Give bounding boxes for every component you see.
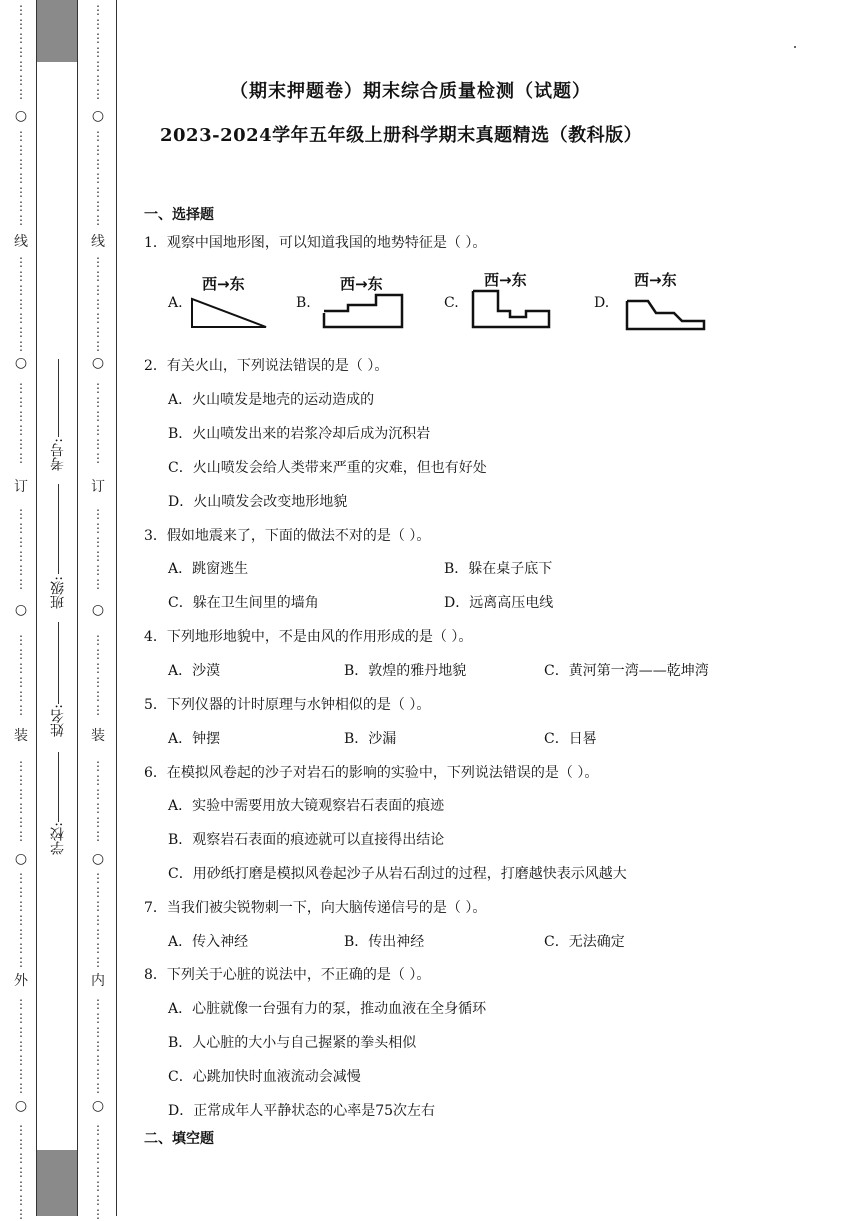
q4-option-c: C．黄河第一湾——乾坤湾 [544,663,709,679]
inner-dot-mark: ⋮ [92,199,104,213]
outer-dot-mark: ⋮ [15,269,27,283]
outer-seal-line [14,0,28,1221]
q1-option-c-label: C. [444,295,459,311]
inner-dot-mark: ⋮ [92,1039,104,1053]
speck [794,46,796,48]
inner-dot-mark: ⋮ [92,129,104,143]
inner-dot-mark: ⋮ [92,451,104,465]
outer-dot-mark: ⋮ [15,325,27,339]
inner-dot-mark: ⋮ [92,661,104,675]
inner-dot-mark: ⋮ [92,1165,104,1179]
outer-dot-mark: ⋮ [15,1137,27,1151]
outer-dot-mark: ⋮ [15,1207,27,1221]
q1-terrain-c-icon [470,287,552,331]
q5-option-a: A．钟摆 [168,731,221,747]
outer-seal-char: 线 [14,234,28,250]
inner-dot-mark: ⋮ [92,381,104,395]
outer-dot-mark: ⋮ [15,941,27,955]
inner-dot-mark: ⋮ [92,955,104,969]
inner-dot-mark: ⋮ [92,997,104,1011]
outer-dot-mark: ⋮ [15,171,27,185]
school-label: 学校: [50,822,66,855]
inner-dot-mark: ⋮ [92,815,104,829]
inner-dot-mark: ⋮ [92,801,104,815]
inner-dot-mark: ⋮ [92,1151,104,1165]
inner-dot-mark: ⋮ [92,1193,104,1207]
outer-dot-mark: ⋮ [15,549,27,563]
inner-dot-mark: ⋮ [92,185,104,199]
inner-dot-mark: ⋮ [92,213,104,227]
inner-dot-mark: ⋮ [92,325,104,339]
inner-dot-mark: ⋮ [92,45,104,59]
outer-dot-mark: ⋮ [15,773,27,787]
inner-dot-mark: ⋮ [92,1081,104,1095]
inner-dot-mark: ⋮ [92,73,104,87]
outer-dot-mark: ⋮ [15,1123,27,1137]
inner-circle-mark: ○ [91,108,105,124]
inner-seal-char: 订 [91,479,105,495]
margin-border-line [116,0,117,1216]
outer-dot-mark: ⋮ [15,1053,27,1067]
inner-seal-char: 装 [91,728,105,744]
inner-circle-mark: ○ [91,1098,105,1114]
outer-dot-mark: ⋮ [15,31,27,45]
outer-dot-mark: ⋮ [15,563,27,577]
inner-dot-mark: ⋮ [92,59,104,73]
outer-dot-mark: ⋮ [15,87,27,101]
inner-dot-mark: ⋮ [92,647,104,661]
q6-option-b: B．观察岩石表面的痕迹就可以直接得出结论 [168,832,445,848]
class-label: 班级: [50,576,66,609]
inner-seal-char: 内 [91,973,105,989]
outer-dot-mark: ⋮ [15,1193,27,1207]
paper-title: （期末押题卷）期末综合质量检测（试题） [230,81,591,102]
outer-circle-mark: ○ [14,851,28,867]
outer-dot-mark: ⋮ [15,339,27,353]
inner-dot-mark: ⋮ [92,269,104,283]
inner-dot-mark: ⋮ [92,703,104,717]
outer-dot-mark: ⋮ [15,815,27,829]
q3-option-c: C．躲在卫生间里的墙角 [168,595,319,611]
inner-dot-mark: ⋮ [92,409,104,423]
inner-dot-mark: ⋮ [92,675,104,689]
outer-dot-mark: ⋮ [15,395,27,409]
outer-dot-mark: ⋮ [15,829,27,843]
q7-option-b: B．传出神经 [344,934,425,950]
q8-option-d: D．正常成年人平静状态的心率是75次左右 [168,1103,436,1119]
inner-dot-mark: ⋮ [92,759,104,773]
inner-dot-mark: ⋮ [92,1123,104,1137]
inner-dot-mark: ⋮ [92,1011,104,1025]
question-3-stem: 3．假如地震来了，下面的做法不对的是（ ）。 [144,528,431,544]
outer-dot-mark: ⋮ [15,213,27,227]
exam-number-blank [40,355,76,445]
inner-dot-mark: ⋮ [92,31,104,45]
outer-dot-mark: ⋮ [15,507,27,521]
outer-dot-mark: ⋮ [15,955,27,969]
outer-dot-mark: ⋮ [15,1165,27,1179]
inner-dot-mark: ⋮ [92,17,104,31]
inner-dot-mark: ⋮ [92,1137,104,1151]
school-blank [40,748,76,830]
outer-seal-char: 订 [14,479,28,495]
q2-option-b: B．火山喷发出来的岩浆冷却后成为沉积岩 [168,426,431,442]
outer-seal-char: 外 [14,973,28,989]
q8-option-a: A．心脏就像一台强有力的泵，推动血液在全身循环 [168,1001,487,1017]
outer-dot-mark: ⋮ [15,255,27,269]
q7-option-c: C．无法确定 [544,934,625,950]
class-blank [40,480,76,582]
inner-dot-mark: ⋮ [92,87,104,101]
outer-dot-mark: ⋮ [15,297,27,311]
section-choice-heading: 一、选择题 [144,207,214,223]
q1-option-a-caption: 西→东 [202,275,245,293]
outer-dot-mark: ⋮ [15,59,27,73]
inner-dot-mark: ⋮ [92,941,104,955]
q4-option-b: B．敦煌的雅丹地貌 [344,663,467,679]
outer-dot-mark: ⋮ [15,703,27,717]
q1-option-d-label: D. [594,295,610,311]
q6-option-a: A．实验中需要用放大镜观察岩石表面的痕迹 [168,798,445,814]
outer-dot-mark: ⋮ [15,1179,27,1193]
outer-dot-mark: ⋮ [15,647,27,661]
q1-option-d-caption: 西→东 [634,271,677,289]
outer-dot-mark: ⋮ [15,997,27,1011]
outer-dot-mark: ⋮ [15,1151,27,1165]
outer-dot-mark: ⋮ [15,283,27,297]
q1-terrain-d-icon [624,295,708,333]
inner-dot-mark: ⋮ [92,437,104,451]
outer-dot-mark: ⋮ [15,675,27,689]
outer-dot-mark: ⋮ [15,199,27,213]
outer-dot-mark: ⋮ [15,1067,27,1081]
inner-dot-mark: ⋮ [92,899,104,913]
outer-dot-mark: ⋮ [15,73,27,87]
inner-dot-mark: ⋮ [92,157,104,171]
inner-dot-mark: ⋮ [92,423,104,437]
inner-dot-mark: ⋮ [92,913,104,927]
inner-dot-mark: ⋮ [92,255,104,269]
outer-dot-mark: ⋮ [15,871,27,885]
outer-circle-mark: ○ [14,355,28,371]
outer-dot-mark: ⋮ [15,185,27,199]
question-6-stem: 6．在模拟风卷起的沙子对岩石的影响的实验中，下列说法错误的是（ ）。 [144,765,599,781]
outer-dot-mark: ⋮ [15,927,27,941]
q1-terrain-b-icon [320,289,406,331]
inner-dot-mark: ⋮ [92,507,104,521]
q1-option-b-caption: 西→东 [340,275,383,293]
q1-option-c-caption: 西→东 [484,271,527,289]
outer-circle-mark: ○ [14,1098,28,1114]
inner-dot-mark: ⋮ [92,885,104,899]
outer-dot-mark: ⋮ [15,129,27,143]
name-blank [40,618,76,712]
inner-circle-mark: ○ [91,851,105,867]
inner-dot-mark: ⋮ [92,297,104,311]
outer-dot-mark: ⋮ [15,451,27,465]
inner-dot-mark: ⋮ [92,3,104,17]
q2-option-c: C．火山喷发会给人类带来严重的灾难，但也有好处 [168,460,487,476]
inner-dot-mark: ⋮ [92,577,104,591]
outer-dot-mark: ⋮ [15,577,27,591]
q2-option-a: A．火山喷发是地壳的运动造成的 [168,392,375,408]
inner-dot-mark: ⋮ [92,871,104,885]
outer-dot-mark: ⋮ [15,633,27,647]
inner-circle-mark: ○ [91,602,105,618]
q1-option-b-label: B. [296,295,311,311]
question-4-stem: 4．下列地形地貌中，不是由风的作用形成的是（ ）。 [144,629,473,645]
q1-option-a-label: A. [168,295,183,311]
q5-option-b: B．沙漏 [344,731,397,747]
outer-dot-mark: ⋮ [15,787,27,801]
inner-seal-char: 线 [91,234,105,250]
inner-dot-mark: ⋮ [92,1025,104,1039]
student-info-column [40,0,76,1216]
outer-dot-mark: ⋮ [15,381,27,395]
inner-dot-mark: ⋮ [92,535,104,549]
q4-option-a: A．沙漠 [168,663,221,679]
outer-dot-mark: ⋮ [15,3,27,17]
inner-circle-mark: ○ [91,355,105,371]
inner-dot-mark: ⋮ [92,549,104,563]
question-2-stem: 2．有关火山，下列说法错误的是（ ）。 [144,358,389,374]
inner-dot-mark: ⋮ [92,927,104,941]
inner-dot-mark: ⋮ [92,689,104,703]
q3-option-d: D．远离高压电线 [444,595,554,611]
outer-dot-mark: ⋮ [15,899,27,913]
inner-dot-mark: ⋮ [92,829,104,843]
outer-dot-mark: ⋮ [15,913,27,927]
inner-dot-mark: ⋮ [92,1067,104,1081]
question-1-stem: 1．观察中国地形图，可以知道我国的地势特征是（ ）。 [144,235,487,251]
outer-dot-mark: ⋮ [15,1081,27,1095]
paper-subtitle: 2023-2024学年五年级上册科学期末真题精选（教科版） [160,125,643,146]
outer-circle-mark: ○ [14,108,28,124]
inner-dot-mark: ⋮ [92,339,104,353]
inner-dot-mark: ⋮ [92,1207,104,1221]
inner-dot-mark: ⋮ [92,395,104,409]
inner-dot-mark: ⋮ [92,1053,104,1067]
outer-dot-mark: ⋮ [15,801,27,815]
outer-dot-mark: ⋮ [15,17,27,31]
name-label: 姓名: [50,704,66,737]
q2-option-d: D．火山喷发会改变地形地貌 [168,494,348,510]
outer-dot-mark: ⋮ [15,409,27,423]
inner-dot-mark: ⋮ [92,143,104,157]
outer-dot-mark: ⋮ [15,1039,27,1053]
outer-dot-mark: ⋮ [15,311,27,325]
outer-dot-mark: ⋮ [15,535,27,549]
outer-dot-mark: ⋮ [15,689,27,703]
outer-dot-mark: ⋮ [15,521,27,535]
inner-dot-mark: ⋮ [92,773,104,787]
outer-dot-mark: ⋮ [15,157,27,171]
inner-dot-mark: ⋮ [92,311,104,325]
q3-option-b: B．躲在桌子底下 [444,561,553,577]
outer-dot-mark: ⋮ [15,1011,27,1025]
q8-option-c: C．心跳加快时血液流动会减慢 [168,1069,361,1085]
q8-option-b: B．人心脏的大小与自己握紧的拳头相似 [168,1035,417,1051]
outer-dot-mark: ⋮ [15,759,27,773]
binding-margin [0,0,118,1221]
inner-seal-line [91,0,105,1221]
outer-dot-mark: ⋮ [15,143,27,157]
outer-dot-mark: ⋮ [15,45,27,59]
q1-terrain-a-icon [190,295,270,331]
question-7-stem: 7．当我们被尖锐物刺一下，向大脑传递信号的是（ ）。 [144,900,487,916]
outer-circle-mark: ○ [14,602,28,618]
outer-dot-mark: ⋮ [15,661,27,675]
q7-option-a: A．传入神经 [168,934,249,950]
inner-dot-mark: ⋮ [92,1179,104,1193]
outer-seal-char: 装 [14,728,28,744]
inner-dot-mark: ⋮ [92,171,104,185]
outer-dot-mark: ⋮ [15,423,27,437]
inner-dot-mark: ⋮ [92,787,104,801]
exam-number-label: 考号: [50,438,66,471]
inner-dot-mark: ⋮ [92,633,104,647]
outer-dot-mark: ⋮ [15,437,27,451]
q6-option-c: C．用砂纸打磨是模拟风卷起沙子从岩石刮过的过程，打磨越快表示风越大 [168,866,627,882]
inner-dot-mark: ⋮ [92,283,104,297]
inner-dot-mark: ⋮ [92,521,104,535]
q3-option-a: A．跳窗逃生 [168,561,249,577]
outer-dot-mark: ⋮ [15,1025,27,1039]
question-8-stem: 8．下列关于心脏的说法中，不正确的是（ ）。 [144,967,431,983]
section-fill-heading: 二、填空题 [144,1131,214,1147]
outer-dot-mark: ⋮ [15,885,27,899]
inner-dot-mark: ⋮ [92,563,104,577]
q5-option-c: C．日晷 [544,731,597,747]
question-5-stem: 5．下列仪器的计时原理与水钟相似的是（ ）。 [144,697,431,713]
